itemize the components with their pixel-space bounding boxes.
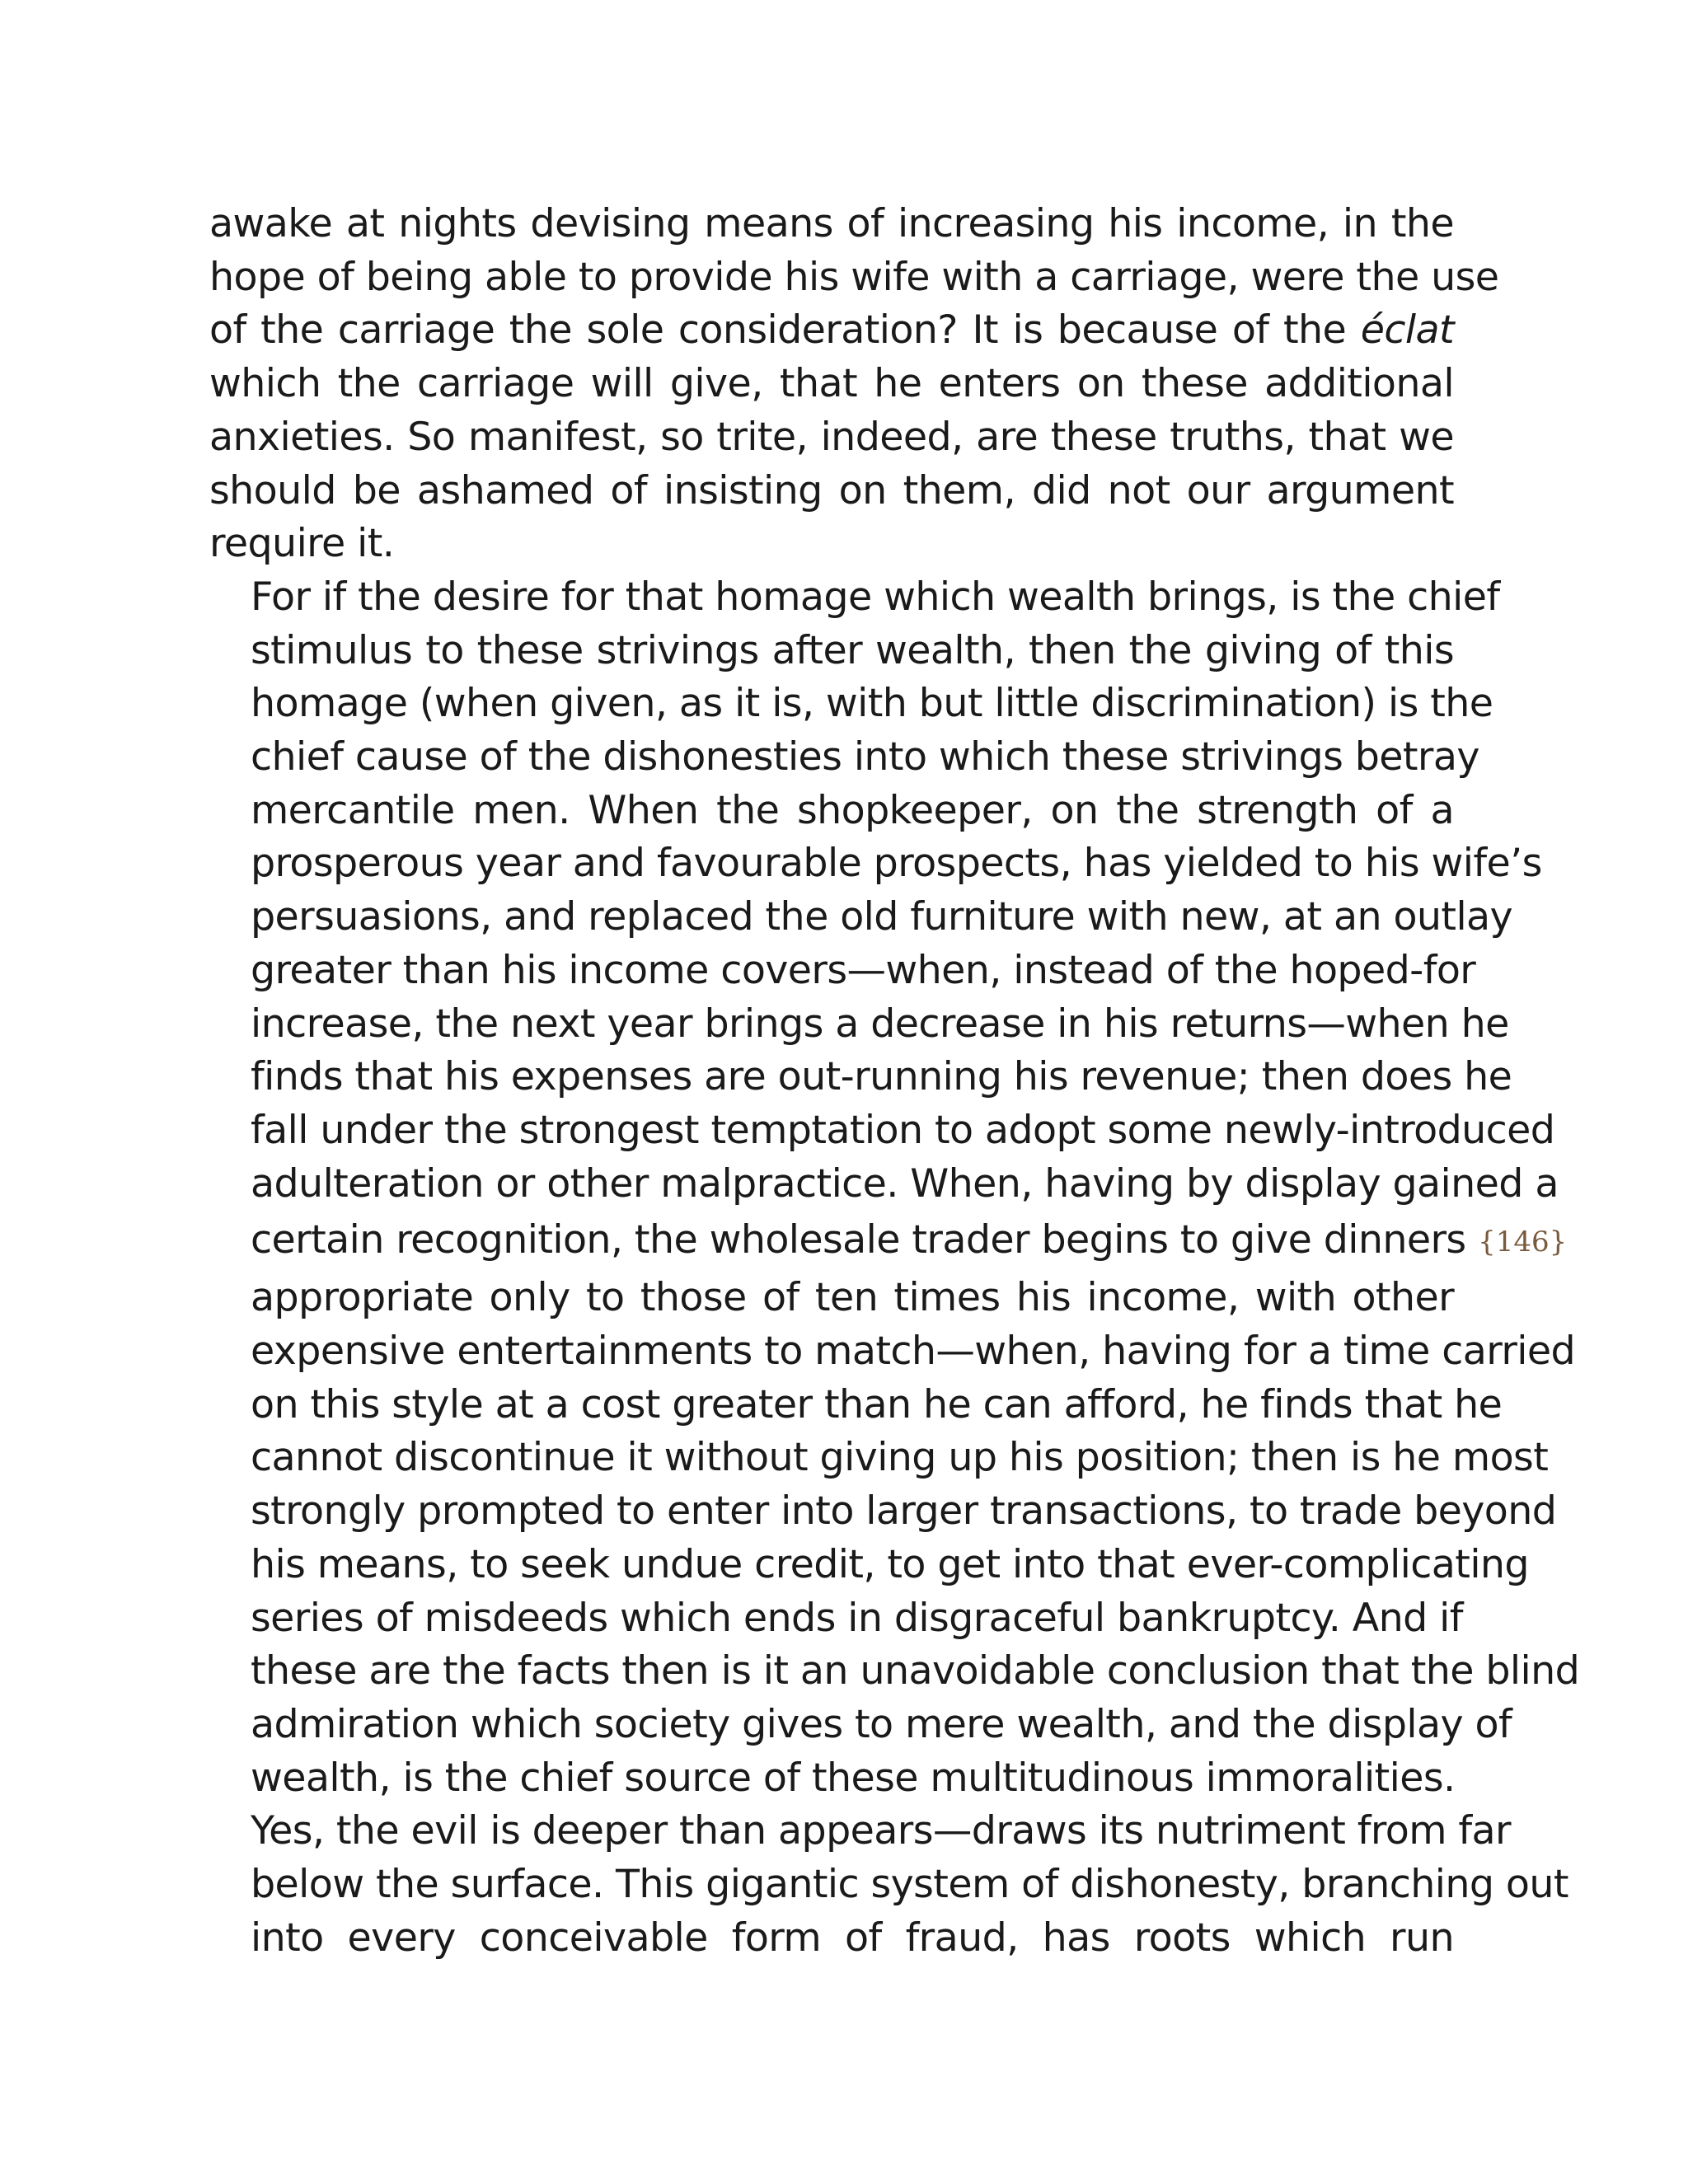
text-line: cannot discontinue it without giving up his position; then is he most (251, 1435, 1549, 1481)
text-line: should be ashamed of insisting on them, did not our argument (209, 467, 1454, 513)
text-line: appropriate only to those of ten times his income, with other (251, 1275, 1454, 1321)
text-line: which the carriage will give, that he enters on these additional (209, 361, 1454, 407)
text-line: series of misdeeds which ends in disgraceful bankruptcy. And if (251, 1595, 1463, 1641)
text-line: persuasions, and replaced the old furniture with new, at an outlay (251, 894, 1513, 940)
paragraph-1 (209, 198, 1499, 571)
text-line: anxieties. So manifest, so trite, indeed, are these truths, that we (209, 414, 1454, 460)
text-line: these are the facts then is it an unavoidable conclusion that the blind (251, 1648, 1580, 1694)
text-line: chief cause of the dishonesties into which these strivings betray (251, 734, 1479, 780)
text-line: below the surface. This gigantic system of dishonesty, branching out (251, 1862, 1568, 1908)
text-line: Yes, the evil is deeper than appears—draws its nutriment from far (251, 1808, 1511, 1854)
text-line: increase, the next year brings a decrease in his returns—when he (251, 1001, 1509, 1047)
text-line-start: certain recognition, the wholesale trader begins to give dinners (251, 1217, 1479, 1263)
text-line: prosperous year and favourable prospects, has yielded to his wife’s (251, 841, 1542, 887)
text-line: adulteration or other malpractice. When, having by display gained a (251, 1160, 1559, 1207)
text-line-start: of the carriage the sole consideration? It is because of the (209, 307, 1361, 354)
text-line: on this style at a cost greater than he can afford, he finds that he (251, 1381, 1503, 1427)
text-line: homage (when given, as it is, with but little discrimination) is the (251, 681, 1493, 727)
paragraph-3 (209, 1805, 1568, 1965)
text-line: awake at nights devising means of increasing his income, in the (209, 201, 1454, 246)
text-line: expensive entertainments to match—when, having for a time carried (251, 1329, 1576, 1375)
paragraph-2 (209, 571, 1580, 1805)
page-number-marker: {146} (1478, 1226, 1568, 1259)
text-line: his means, to seek undue credit, to get into that ever-complicating (251, 1541, 1529, 1587)
text-line: fall under the strongest temptation to adopt some newly-introduced (251, 1107, 1555, 1153)
text-line: strongly prompted to enter into larger transactions, to trade beyond (251, 1488, 1557, 1535)
text-line: mercantile men. When the shopkeeper, on the strength of a (251, 787, 1454, 833)
text-line: finds that his expenses are out-running his revenue; then does he (251, 1054, 1512, 1100)
text-line: stimulus to these strivings after wealth, then the giving of this (251, 627, 1454, 673)
page-body (209, 198, 1580, 1966)
text-line: require it. (209, 521, 395, 567)
text-line: For if the desire for that homage which wealth brings, is the chief (251, 574, 1500, 620)
text-line (209, 304, 1454, 358)
italic-word: éclat (1360, 307, 1454, 354)
text-line: hope of being able to provide his wife with a carriage, were the use (209, 254, 1499, 300)
text-line: greater than his income covers—when, instead of the hoped-for (251, 947, 1476, 993)
text-line: admiration which society gives to mere wealth, and the display of (251, 1701, 1512, 1747)
text-line (209, 1211, 1568, 1272)
text-line: wealth, is the chief source of these multitudinous immoralities. (251, 1755, 1456, 1801)
text-line: into every conceivable form of fraud, has roots which run (251, 1915, 1454, 1961)
